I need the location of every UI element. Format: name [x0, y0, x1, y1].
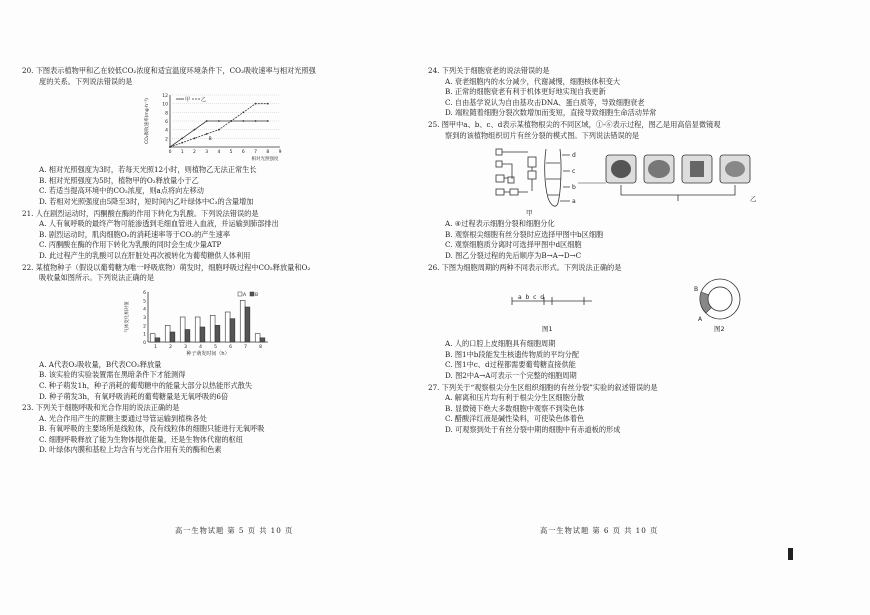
chart2-bar-a — [165, 325, 170, 342]
chart2-x-tick-label: 4 — [199, 344, 202, 350]
root-outline — [545, 149, 561, 206]
question-24-option-a: A. 衰老细胞内的水分减少，代谢减慢，细胞核体积变大 — [445, 76, 621, 86]
chart2-bar-a — [225, 312, 230, 342]
chart1-y-tick-label: 12 — [162, 94, 168, 100]
question-22-option-c: C. 种子萌发1h，种子消耗的葡萄糖中的能量大部分以热能形式散失 — [39, 380, 253, 390]
chart2-y-tick-label: 0 — [143, 340, 146, 346]
question-21-option-b: B. 剧烈运动时，肌肉细胞O₂的消耗速率等于CO₂的产生速率 — [39, 229, 231, 239]
chart1-y-tick-label: 2 — [165, 137, 168, 143]
region-pointer-lines — [560, 155, 570, 201]
chart2-y-tick-label: 5 — [143, 299, 146, 305]
chart2-bar-b — [155, 338, 160, 342]
region-label-a: a — [572, 198, 576, 206]
cell-box-2 — [496, 161, 502, 167]
cell-a-chromatin — [611, 160, 631, 178]
chart2-bar-a — [195, 317, 200, 342]
chart1-x-tick-label: 8 — [266, 150, 270, 156]
question-22-option-b: B. 该实验的实验装置需在黑暗条件下才能测得 — [39, 370, 186, 380]
chart2-bar-a — [180, 317, 185, 342]
chart2-x-tick-label: 6 — [229, 344, 232, 350]
chart2-x-axis-label: 种子萌发时间（h） — [186, 350, 230, 357]
co2-absorption-line-chart — [140, 89, 310, 163]
chart1-point — [255, 120, 257, 122]
chart1-point-label: B — [208, 137, 212, 143]
question-21 — [22, 209, 420, 262]
chart1-point — [194, 138, 196, 140]
question-26-stem: 26. 下图为细胞周期的两种不同表示形式。下列说法正确的是 — [428, 262, 622, 272]
region-label-d: d — [572, 152, 576, 160]
question-23-stem: 23. 下列关于细胞呼吸和光合作用的说法正确的是 — [22, 403, 180, 413]
question-24 — [428, 66, 828, 119]
question-25 — [428, 120, 828, 262]
chart2-y-tick-label: 4 — [143, 307, 146, 313]
chart1-x-tick-label: 5 — [229, 150, 233, 156]
figure-label-jia: 甲 — [526, 209, 533, 218]
chart2-x-tick-label: 7 — [244, 344, 247, 350]
chart2-y-axis-label: 气体变化相对值 — [125, 300, 130, 333]
chart2-legend-swatch-a — [238, 292, 242, 296]
question-22-stem-line1: 22. 某植物种子（假设以葡萄糖为唯一呼吸底物）萌发时，细胞呼吸过程中CO₂释放量和O₂ — [22, 262, 311, 272]
root-tip-diagram — [496, 149, 570, 206]
chart2-bar-b — [260, 338, 265, 342]
chart1-series-line-jia — [170, 121, 268, 147]
question-26-option-c: C. 图1中c、d过程都需要葡萄糖直接供能 — [445, 360, 576, 370]
region-label-b: b — [572, 184, 576, 192]
chart2-y-tick-label: 6 — [143, 290, 146, 296]
question-26-figure — [428, 275, 828, 337]
question-23 — [22, 403, 420, 456]
cell-box-3 — [496, 175, 504, 182]
question-24-option-c: C. 自由基学说认为自由基攻击DNA、蛋白质等，导致细胞衰老 — [445, 97, 645, 107]
question-24-option-b: B. 正常的细胞衰老有利于机体更好地实现自我更新 — [445, 87, 606, 97]
chart2-legend-swatch-b — [250, 292, 254, 296]
bracket-line — [621, 185, 735, 195]
chart1-series-line-yi — [170, 104, 268, 147]
chart1-y-tick-label: 10 — [162, 102, 168, 108]
chart2-y-tick-label: 3 — [143, 315, 146, 321]
question-25-option-d: D. 图乙分裂过程的先后顺序为B→A→D→C — [445, 250, 582, 260]
chart2-bar-a — [240, 300, 245, 342]
question-25-figure — [428, 143, 828, 217]
chart1-y-axis-label: CO₂吸收速率(mg·h⁻¹) — [145, 98, 150, 145]
cell-c-chromosomes — [690, 161, 704, 177]
figure-label-yi: 乙 — [750, 195, 757, 204]
chart1-y-tick-label: 6 — [165, 120, 168, 126]
question-25-option-b: B. 观察根尖细胞有丝分裂时应选择甲图中b区细胞 — [445, 229, 604, 239]
chart1-point — [255, 103, 257, 105]
chart1-point — [169, 146, 171, 148]
fig1-caption: 图1 — [542, 325, 553, 334]
question-27-option-b: B. 显微镜下绝大多数细胞中观察不到染色体 — [445, 403, 585, 413]
cell-box-8 — [528, 171, 536, 179]
fig2-label-b: B — [694, 286, 699, 294]
page-footer-right: 高一生物试题 第 6 页 共 10 页 — [540, 526, 659, 535]
chart1-legend-yi: 乙 — [201, 97, 207, 104]
root-region-lines — [546, 163, 561, 195]
chart2-bar-a — [150, 333, 155, 341]
question-20-option-c: C. 若适当提高环境中的CO₂浓度，则a点将向左移动 — [39, 186, 204, 196]
chart1-point — [267, 103, 269, 105]
question-27-option-c: C. 醋酸洋红液是碱性染料，可使染色体着色 — [445, 414, 585, 424]
fig2-caption: 图2 — [714, 325, 725, 334]
chart2-bar-b — [215, 325, 220, 342]
chart2-bar-a — [255, 333, 260, 341]
question-27-option-d: D. 可观察到处于有丝分裂中期的细胞中有赤道板的形成 — [445, 424, 621, 434]
question-20-option-b: B. 相对光照强度为5时，植物甲的O₂释放量小于乙 — [39, 175, 199, 185]
question-20-stem-line1: 20. 下图表示植物甲和乙在较低CO₂浓度和适宜温度环境条件下，CO₂吸收速率与相对光照强 — [22, 66, 316, 75]
chart1-x-tick-label: 3 — [205, 150, 209, 156]
chart1-x-axis-label: 相对光照强度 — [251, 157, 279, 163]
chart1-point — [206, 133, 208, 135]
process-arrows — [502, 152, 532, 192]
chart1-point — [218, 129, 220, 131]
question-20-figure — [22, 89, 420, 163]
question-21-option-a: A. 人有氧呼吸的最终产物可能渗透到毛细血管进入血液，并运输到肺部排出 — [39, 219, 279, 229]
chart1-y-tick-label: 8 — [165, 111, 168, 117]
cell-d-chromatin — [725, 161, 745, 177]
chart2-y-tick-label: 2 — [143, 324, 146, 330]
cell-cycle-diagrams — [508, 275, 768, 337]
chart1-point — [267, 120, 269, 122]
mitosis-cells-diagram — [578, 155, 750, 201]
chart1-point — [181, 142, 183, 144]
cell-box-4 — [508, 177, 514, 183]
scan-corner-mark — [788, 548, 793, 560]
page-footer-left: 高一生物试题 第 5 页 共 10 页 — [175, 526, 294, 535]
question-23-option-b: B. 有氧呼吸的主要场所是线粒体，没有线粒体的细胞只能进行无氧呼吸 — [39, 424, 265, 434]
question-22-option-a: A. A代表O₂吸收量，B代表CO₂释放量 — [39, 359, 162, 369]
question-23-option-a: A. 光合作用产生的蔗糖主要通过导管运输到植株各处 — [39, 413, 207, 423]
chart1-point — [206, 120, 208, 122]
question-25-stem-line2: 察到的该植物组织切片有丝分裂的模式图。下列说法错误的是 — [445, 130, 640, 140]
chart2-bar-b — [170, 332, 175, 342]
question-24-stem: 24. 下列关于细胞衰老的说法错误的是 — [428, 66, 550, 75]
question-22-figure — [22, 286, 420, 358]
chart2-x-tick-label: 2 — [169, 344, 172, 350]
cell-box-7 — [528, 157, 536, 167]
question-20-option-d: D. 若相对光照强度由5降至3时，短时间内乙叶绿体中C₃的含量增加 — [39, 196, 254, 206]
chart2-legend-a: A — [243, 292, 247, 298]
question-26-option-b: B. 图1中b段能发生核遗传物质的平均分配 — [445, 349, 580, 359]
chart2-bar-b — [245, 307, 250, 342]
question-27-stem: 27. 下列关于“观察根尖分生区组织细胞的有丝分裂”实验的叙述错误的是 — [428, 382, 658, 392]
question-25-option-a: A. ④过程表示细胞分裂和细胞分化 — [445, 219, 555, 229]
chart1-x-tick-label: 2 — [193, 150, 196, 156]
chart1-x-tick-label: 7 — [254, 150, 257, 156]
chart2-x-tick-label: 8 — [259, 344, 262, 350]
question-25-stem-line1: 25. 图甲中a、b、c、d表示某植物根尖的不同区域，①-⑥表示过程，图乙是用高倍显微镜观 — [428, 119, 721, 129]
question-27-option-a: A. 解离和压片均有利于根尖分生区细胞分散 — [445, 393, 585, 403]
chart2-legend-b: B — [255, 292, 259, 298]
chart1-point — [181, 138, 183, 140]
right-page-column — [428, 66, 828, 436]
question-26 — [428, 263, 828, 382]
question-21-option-c: C. 丙酮酸在酶的作用下转化为乳酸的同时会生成少量ATP — [39, 240, 222, 250]
chart1-point — [230, 120, 232, 122]
question-27 — [428, 383, 828, 436]
question-26-option-a: A. 人的口腔上皮细胞具有细胞周期 — [445, 339, 556, 349]
chart1-x-tick-label: 9 — [278, 150, 282, 156]
chart2-bar-b — [200, 327, 205, 342]
root-tip-and-mitosis-diagram — [488, 143, 788, 217]
question-22-option-d: D. 种子萌发3h，有氧呼吸消耗的葡萄糖量是无氧呼吸的6倍 — [39, 391, 229, 401]
question-21-stem: 21. 人在剧烈运动时，丙酮酸在酶的作用下转化为乳酸。下列说法错误的是 — [22, 208, 259, 218]
chart1-x-tick-label: 1 — [180, 150, 184, 156]
chart1-x-tick-label: 4 — [217, 150, 221, 156]
question-26-option-d: D. 图2中A→A可表示一个完整的细胞周期 — [445, 370, 577, 380]
chart2-x-tick-label: 5 — [214, 344, 217, 350]
fig2-inner-mask — [708, 287, 732, 311]
question-23-option-c: C. 细胞呼吸释放了能为生物体提供能量，还是生物体代谢的枢纽 — [39, 434, 243, 444]
question-25-option-c: C. 观察细胞质分离时可选择甲图中d区细胞 — [445, 240, 582, 250]
fig2-label-a: A — [698, 316, 703, 324]
question-22 — [22, 263, 420, 403]
chart2-bar-b — [185, 329, 190, 342]
question-20-option-a: A. 相对光照强度为3时，若每天光照12小时，则植物乙无法正常生长 — [39, 165, 257, 175]
question-21-option-d: D. 此过程产生的乳酸可以在肝脏处再次被转化为葡萄糖供人体利用 — [39, 250, 251, 260]
chart1-point — [218, 120, 220, 122]
question-24-option-d: D. 端粒随着细胞分裂次数增加而变短，直接导致细胞生命活动异常 — [445, 108, 657, 118]
cell-b-chromatin — [648, 160, 670, 178]
chart1-legend-jia: 甲 — [185, 97, 191, 104]
cell-box-1 — [496, 149, 502, 155]
chart1-point — [242, 112, 244, 114]
gas-change-bar-chart — [118, 286, 288, 358]
chart2-x-tick-label: 1 — [154, 344, 157, 350]
chart1-x-tick-label: 6 — [241, 150, 245, 156]
question-20-stem-line2: 度的关系。下列说法错误的是 — [39, 76, 133, 86]
chart2-bar-a — [210, 315, 215, 342]
cell-box-6 — [510, 189, 518, 195]
question-20 — [22, 66, 420, 208]
question-22-stem-line2: 吸收量如图所示。下列说法正确的是 — [39, 273, 155, 283]
chart2-bar-b — [230, 318, 235, 341]
chart1-x-tick-label: 0 — [168, 150, 172, 156]
chart2-x-tick-label: 3 — [184, 344, 187, 350]
chart1-point — [194, 129, 196, 131]
question-23-option-d: D. 叶绿体内膜和基粒上均含有与光合作用有关的酶和色素 — [39, 445, 222, 455]
chart1-point — [242, 120, 244, 122]
chart1-y-tick-label: 4 — [165, 128, 168, 134]
fig1-segment-letters: a b c d — [518, 294, 545, 302]
chart2-y-tick-label: 1 — [143, 332, 146, 338]
left-page-column — [22, 66, 420, 457]
region-label-c: c — [572, 168, 576, 176]
cell-box-5 — [496, 189, 504, 195]
